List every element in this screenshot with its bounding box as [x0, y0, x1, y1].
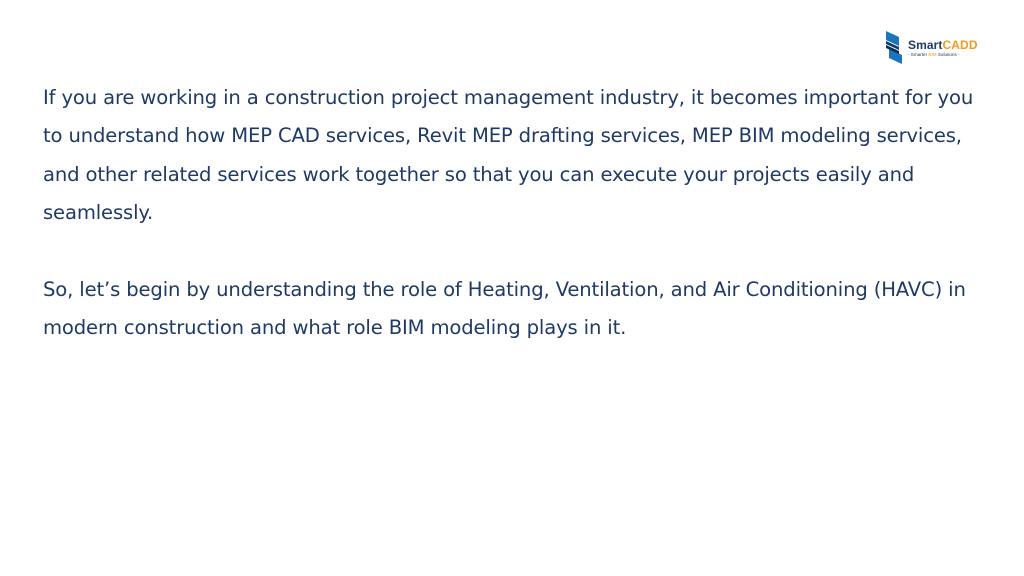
- logo-text: [908, 39, 978, 58]
- logo-tagline-start: - Smarter: [908, 51, 929, 57]
- hvac-paragraph: So, let’s begin by understanding the role of Heating, Ventilation, and Air Conditioning (HAVC) in modern construction and what role BIM modeling plays in it.: [43, 278, 966, 340]
- smartcadd-logo: [884, 28, 978, 68]
- logo-tagline-end: Solutions -: [936, 51, 960, 57]
- logo-tagline: [908, 53, 978, 58]
- logo-tagline-highlight: BIM: [928, 51, 937, 57]
- smartcadd-logo-icon: [884, 29, 904, 67]
- body-text: [43, 79, 993, 348]
- logo-word-cadd: CADD: [942, 37, 978, 52]
- logo-wordmark: [908, 39, 978, 51]
- logo-word-smart: Smart: [908, 37, 943, 52]
- intro-paragraph: If you are working in a construction project management industry, it becomes important for you to understand how MEP CAD services, Revit MEP drafting services, MEP BIM modeling services, and other related services work together so that you can execute your projects easily and seamlessly.: [43, 86, 974, 225]
